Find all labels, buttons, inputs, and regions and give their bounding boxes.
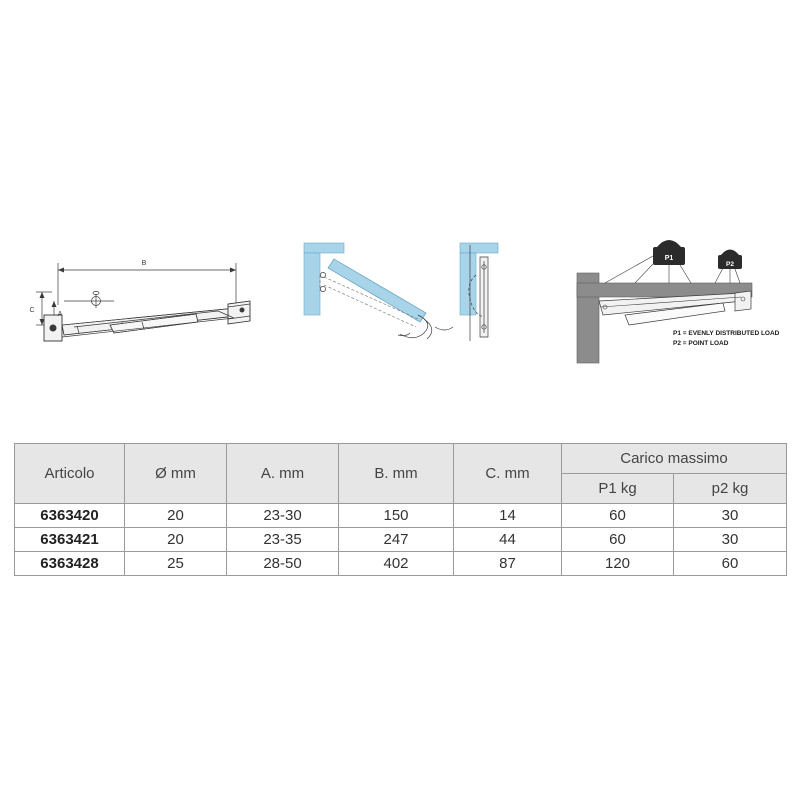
cell-diameter: 20 (125, 528, 227, 552)
cell-c: 44 (454, 528, 562, 552)
header-p1: P1 kg (562, 474, 674, 504)
cell-diameter: 20 (125, 504, 227, 528)
cell-article: 6363428 (15, 552, 125, 576)
load-diagram-drawing (565, 215, 790, 395)
header-article: Articolo (15, 444, 125, 504)
table-header-row-1 (15, 444, 787, 474)
side-elevation-drawing (22, 215, 272, 395)
cell-a: 23-30 (227, 504, 339, 528)
cell-article: 6363420 (15, 504, 125, 528)
cell-b: 247 (339, 528, 454, 552)
technical-drawings (0, 215, 800, 395)
cell-article: 6363421 (15, 528, 125, 552)
legend-p1: P1 = EVENLY DISTRIBUTED LOAD (673, 330, 780, 337)
header-diameter: Ø mm (125, 444, 227, 504)
header-p2: p2 kg (674, 474, 787, 504)
cell-p2: 30 (674, 528, 787, 552)
cell-p2: 60 (674, 552, 787, 576)
cell-a: 23-35 (227, 528, 339, 552)
cell-p1: 120 (562, 552, 674, 576)
cell-p2: 30 (674, 504, 787, 528)
header-b: B. mm (339, 444, 454, 504)
load-label-p1: P1 (664, 255, 674, 262)
dimension-label-c: C (29, 307, 35, 314)
cell-c: 14 (454, 504, 562, 528)
header-a: A. mm (227, 444, 339, 504)
table-row (15, 528, 787, 552)
folding-mechanism-drawing (290, 215, 540, 395)
table-row (15, 552, 787, 576)
cell-p1: 60 (562, 528, 674, 552)
legend-p2: P2 = POINT LOAD (673, 340, 729, 347)
cell-diameter: 25 (125, 552, 227, 576)
specification-table (14, 443, 787, 576)
cell-b: 150 (339, 504, 454, 528)
load-label-p2: P2 (726, 261, 734, 268)
header-c: C. mm (454, 444, 562, 504)
dimension-label-b: B (141, 260, 147, 267)
cell-p1: 60 (562, 504, 674, 528)
table-row (15, 504, 787, 528)
dimension-label-a: A (57, 311, 63, 318)
cell-a: 28-50 (227, 552, 339, 576)
cell-c: 87 (454, 552, 562, 576)
cell-b: 402 (339, 552, 454, 576)
header-load-group: Carico massimo (562, 444, 787, 474)
